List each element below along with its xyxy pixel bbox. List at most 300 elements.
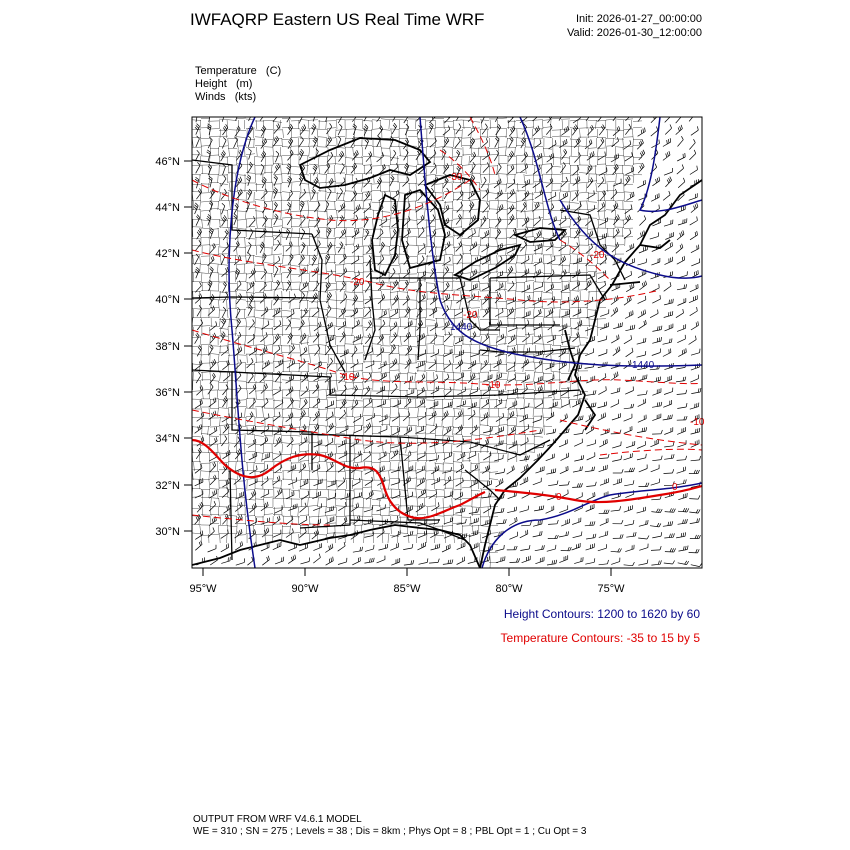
wind-barb <box>377 347 384 356</box>
wind-barb <box>677 416 687 420</box>
wind-barb <box>520 241 526 251</box>
wind-barb <box>301 558 310 564</box>
county-line <box>534 138 543 147</box>
wind-barb <box>689 470 700 474</box>
county-line <box>622 165 633 174</box>
county-line <box>237 281 246 291</box>
wind-barb <box>548 535 559 539</box>
county-line <box>272 174 282 183</box>
wind-barb <box>495 229 500 240</box>
county-line <box>615 174 624 183</box>
county-line <box>408 219 417 228</box>
county-line <box>579 155 588 165</box>
wind-barb <box>585 348 593 355</box>
wind-barb <box>262 398 268 408</box>
wind-barb <box>522 556 531 563</box>
wind-barb <box>624 480 634 486</box>
wind-barb <box>313 503 321 510</box>
wind-barb <box>651 127 658 137</box>
county-line <box>354 192 363 201</box>
wind-barb <box>261 307 268 317</box>
lon-tick-label: 90°W <box>291 583 319 595</box>
county-line <box>505 282 516 291</box>
wind-barb <box>470 242 477 251</box>
county-line <box>335 200 345 210</box>
county-line <box>417 361 426 372</box>
county-line <box>534 327 543 336</box>
wind-barb <box>365 477 373 486</box>
wind-barb <box>561 177 568 187</box>
wind-barb <box>286 491 294 499</box>
wind-barb <box>261 490 269 498</box>
county-line <box>345 363 354 372</box>
county-line <box>228 344 237 354</box>
county-line <box>236 246 246 255</box>
wind-barb <box>613 520 624 524</box>
wind-barb <box>572 166 579 176</box>
county-line <box>309 408 318 417</box>
wind-barb <box>390 344 396 354</box>
wind-barb <box>286 375 294 383</box>
wind-barb <box>664 561 675 565</box>
county-line <box>228 452 237 462</box>
wind-barb <box>338 558 347 565</box>
county-line <box>415 327 426 336</box>
wind-barb <box>431 502 439 511</box>
county-line <box>543 417 552 426</box>
wind-barb <box>403 295 410 305</box>
wind-barb <box>508 426 515 435</box>
county-line <box>408 534 417 543</box>
county-line <box>327 218 336 228</box>
wind-barb <box>624 335 632 344</box>
wind-barb <box>664 442 674 447</box>
county-line <box>614 183 624 192</box>
wind-barb <box>260 293 266 303</box>
county-line <box>210 245 219 255</box>
county-line <box>471 379 480 390</box>
wind-barb <box>262 253 266 264</box>
wind-barb <box>560 466 568 474</box>
county-line <box>380 461 390 471</box>
wind-barb <box>573 176 580 185</box>
county-line <box>263 209 273 219</box>
county-line <box>246 191 255 201</box>
wind-barb <box>248 136 251 147</box>
county-line <box>219 246 228 255</box>
wind-barb <box>624 505 633 512</box>
wind-barb <box>481 520 490 526</box>
wind-barb <box>676 125 683 135</box>
county-line <box>318 156 327 165</box>
wind-barb <box>249 452 257 460</box>
county-line <box>417 416 426 426</box>
wind-barb <box>665 257 673 265</box>
wind-barb <box>221 435 226 446</box>
wind-barb <box>624 414 632 421</box>
wind-barb <box>249 466 257 475</box>
wind-barb <box>417 333 425 342</box>
wind-barb <box>470 425 477 434</box>
wind-barb <box>546 468 555 474</box>
county-line <box>218 444 228 453</box>
county-line <box>201 389 210 399</box>
county-line <box>309 354 318 363</box>
lat-tick-label: 32°N <box>155 480 180 492</box>
wind-barb <box>690 535 701 539</box>
wind-barb <box>690 166 698 175</box>
county-line <box>354 317 363 327</box>
wind-barb <box>585 558 595 564</box>
county-line <box>290 363 300 372</box>
wind-barb <box>364 110 369 121</box>
wind-barb <box>404 560 414 565</box>
wind-barb <box>364 505 373 512</box>
wind-barb <box>626 167 634 175</box>
wind-barb <box>299 255 305 265</box>
wind-barb <box>273 451 281 460</box>
wind-barb <box>209 490 217 499</box>
wind-barb <box>638 310 646 318</box>
wind-barb <box>677 456 687 461</box>
wind-barb <box>637 427 647 432</box>
county-line <box>327 300 336 309</box>
wind-barb <box>535 557 544 564</box>
county-line <box>290 165 300 174</box>
wind-barb <box>598 177 604 187</box>
wind-barb <box>314 440 322 448</box>
county-line <box>282 498 291 507</box>
county-line <box>426 479 435 489</box>
county-line <box>308 201 318 210</box>
county-line <box>254 190 264 201</box>
county-line <box>299 227 309 237</box>
wind-barb <box>508 113 514 123</box>
county-line <box>300 460 309 471</box>
county-line <box>318 417 327 426</box>
county-line <box>434 156 444 165</box>
county-line <box>381 381 390 390</box>
wind-barb <box>431 544 440 550</box>
county-line <box>381 174 390 183</box>
wind-barb <box>624 271 632 279</box>
county-line <box>605 119 615 129</box>
wind-barb <box>651 140 659 148</box>
wind-barb <box>273 542 281 550</box>
temperature-label: -10 <box>486 380 501 391</box>
height-label: 1440 <box>450 322 473 333</box>
wind-barb <box>353 492 362 498</box>
county-line <box>254 282 264 291</box>
wind-barb <box>455 410 462 419</box>
county-line <box>228 138 237 147</box>
wind-barb <box>275 371 281 382</box>
wind-barb <box>222 164 225 175</box>
wind-barb <box>249 319 255 329</box>
county-line <box>262 452 273 462</box>
wind-barb <box>390 322 397 332</box>
county-line <box>389 417 399 426</box>
county-line <box>380 300 390 309</box>
county-line <box>443 497 453 507</box>
county-line <box>192 371 201 381</box>
wind-barb <box>495 190 502 199</box>
wind-barb <box>482 151 489 160</box>
county-line <box>291 181 300 192</box>
county-line <box>551 273 561 282</box>
wind-barb <box>678 519 688 524</box>
lon-tick-label: 95°W <box>189 583 217 595</box>
wind-barb <box>651 465 659 472</box>
county-line <box>345 336 354 345</box>
county-line <box>318 354 327 363</box>
county-line <box>290 273 300 282</box>
county-line <box>578 307 588 318</box>
county-line <box>218 525 228 534</box>
wind-barb <box>457 387 465 395</box>
county-line <box>309 397 318 408</box>
county-line <box>272 245 282 255</box>
county-line <box>444 255 453 264</box>
wind-barb <box>572 348 580 356</box>
legend-height: Height (m) <box>195 78 253 90</box>
wind-barb <box>637 390 647 395</box>
county-line <box>507 417 516 426</box>
wind-barb <box>274 123 280 133</box>
county-line <box>615 155 624 165</box>
wind-barb <box>573 532 582 538</box>
wind-barb <box>585 521 595 525</box>
county-line <box>228 525 237 534</box>
county-line <box>543 147 552 156</box>
wind-barb <box>637 507 646 513</box>
county-line <box>398 533 408 543</box>
wind-barb <box>455 350 463 357</box>
wind-barb <box>598 152 606 161</box>
county-line <box>255 245 264 255</box>
wind-barb <box>585 139 592 149</box>
county-line <box>271 299 282 309</box>
wind-barb <box>612 413 621 420</box>
wind-barb <box>287 437 293 447</box>
wind-barb <box>496 478 504 487</box>
county-line <box>398 398 408 408</box>
county-line <box>515 308 525 318</box>
county-line <box>210 291 219 300</box>
wind-barb <box>534 243 542 251</box>
wind-barb <box>638 415 646 423</box>
county-line <box>381 246 390 255</box>
wind-barb <box>507 507 516 513</box>
county-line <box>443 208 453 219</box>
wind-barb <box>468 402 477 409</box>
county-line <box>516 128 525 138</box>
county-line <box>497 300 507 309</box>
wind-barb <box>222 413 230 422</box>
wind-barb <box>403 544 413 550</box>
wind-barb <box>351 163 357 173</box>
county-line <box>282 398 291 408</box>
model-footer <box>193 814 586 838</box>
wind-barb <box>299 320 305 330</box>
wind-barb <box>587 178 593 188</box>
county-line <box>488 462 498 471</box>
temperature-label: -20 <box>350 277 365 288</box>
wind-barb <box>340 163 344 174</box>
county-line <box>371 309 381 318</box>
wind-barb <box>260 228 267 238</box>
wind-barb <box>457 452 465 460</box>
county-line <box>219 327 228 336</box>
county-line <box>498 327 507 336</box>
wind-barb <box>561 149 566 160</box>
wind-barb <box>638 399 646 407</box>
wind-barb <box>546 429 556 435</box>
wind-barb <box>574 138 580 148</box>
county-line <box>327 489 336 498</box>
wind-barb <box>677 467 686 474</box>
wind-barb <box>405 505 413 513</box>
county-line <box>408 309 417 318</box>
wind-barb <box>338 321 346 330</box>
county-line <box>560 309 570 318</box>
county-line <box>271 282 282 291</box>
lat-tick-label: 46°N <box>155 156 180 168</box>
wind-barb <box>221 530 229 539</box>
wind-barb <box>313 554 320 563</box>
county-line <box>192 299 201 309</box>
county-line <box>201 282 210 291</box>
wind-barb <box>379 242 384 253</box>
wind-barb <box>418 531 426 538</box>
county-line <box>624 183 633 192</box>
wind-barb <box>338 242 343 253</box>
county-line <box>237 200 246 210</box>
wind-barb <box>379 320 385 330</box>
wind-barb <box>508 281 514 291</box>
wind-barb <box>195 254 199 265</box>
wind-barb <box>536 466 545 473</box>
wind-barb <box>403 177 410 187</box>
county-line <box>552 183 561 192</box>
wind-barb <box>664 454 674 459</box>
county-line <box>273 498 282 507</box>
county-line <box>541 291 552 300</box>
wind-barb <box>195 240 201 251</box>
wind-barb <box>195 267 199 278</box>
county-line <box>543 273 552 282</box>
wind-barb <box>522 295 530 303</box>
county-line <box>569 307 579 318</box>
wind-barb <box>535 231 542 241</box>
wind-barb <box>638 536 649 540</box>
county-line <box>300 326 309 336</box>
map-title: IWFAQRP Eastern US Real Time WRF <box>190 10 485 29</box>
wind-barb <box>663 151 670 160</box>
county-line <box>255 381 264 390</box>
wind-barb <box>338 439 346 447</box>
county-line <box>246 227 255 237</box>
valid-time: Valid: 2026-01-30_12:00:00 <box>567 27 702 39</box>
county-line <box>246 154 255 165</box>
county-line <box>245 335 255 345</box>
wind-barb <box>689 295 697 303</box>
county-line <box>326 426 336 435</box>
county-line <box>372 480 381 489</box>
county-line <box>336 345 345 354</box>
wind-barb <box>235 126 240 137</box>
county-line <box>298 506 309 516</box>
wind-barb <box>340 268 347 277</box>
county-line <box>408 417 417 426</box>
wind-barb <box>690 518 700 523</box>
wind-barb <box>221 150 226 161</box>
county-line <box>273 317 282 327</box>
county-line <box>201 273 210 282</box>
wind-barb <box>509 532 517 540</box>
wind-barb <box>638 560 648 566</box>
wind-barb <box>403 531 413 537</box>
county-line <box>191 533 201 543</box>
county-line <box>327 417 336 426</box>
wind-barb <box>444 387 451 397</box>
wind-barb <box>611 372 619 381</box>
county-line <box>525 263 534 273</box>
county-line <box>390 407 399 417</box>
county-line <box>201 308 210 318</box>
county-line <box>426 460 435 471</box>
county-line <box>209 435 219 444</box>
county-line <box>426 146 435 156</box>
wind-barb <box>246 175 250 186</box>
county-line <box>461 183 471 192</box>
county-line <box>201 372 210 381</box>
county-line <box>461 426 471 435</box>
wind-barb <box>418 542 426 550</box>
county-line <box>543 255 552 264</box>
county-line <box>298 515 309 525</box>
height-contour-info: Height Contours: 1200 to 1620 by 60 <box>503 607 700 621</box>
wind-barb <box>534 334 542 343</box>
wind-barb <box>221 346 228 355</box>
wind-barb <box>665 232 673 239</box>
county-line <box>309 192 318 201</box>
wind-barb <box>599 531 608 538</box>
wind-barb <box>444 349 452 357</box>
county-line <box>327 128 336 138</box>
county-line <box>363 534 372 543</box>
wind-barb <box>663 376 671 383</box>
wind-barb <box>340 254 347 264</box>
wind-barb <box>546 506 554 514</box>
county-line <box>218 200 228 210</box>
county-line <box>399 372 408 381</box>
wind-barb <box>611 296 618 305</box>
county-line <box>255 498 264 507</box>
wind-barb <box>469 508 479 513</box>
county-line <box>291 200 300 210</box>
wind-barb <box>392 111 397 122</box>
county-line <box>317 174 327 183</box>
county-line <box>489 174 498 183</box>
wind-barb <box>417 387 425 396</box>
county-line <box>227 120 237 129</box>
county-line <box>389 370 399 381</box>
county-line <box>344 244 354 255</box>
county-line <box>381 317 390 327</box>
county-line <box>336 480 345 489</box>
wind-barb <box>546 241 553 250</box>
